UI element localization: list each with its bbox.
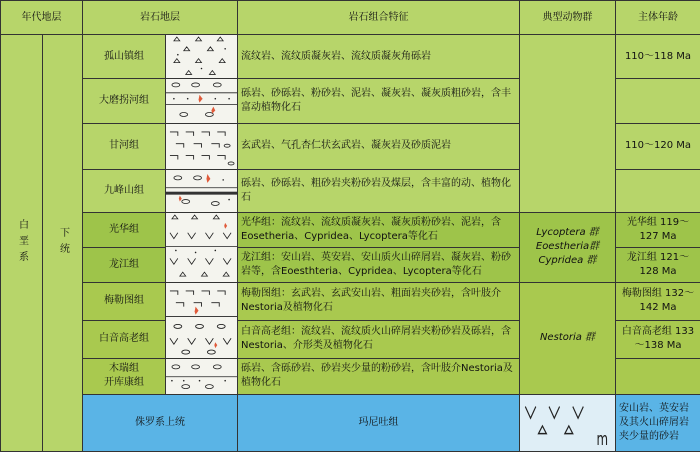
features-ganhe: 玄武岩、气孔杏仁状玄武岩、凝灰岩及砂质泥岩 (238, 123, 520, 169)
lith-pattern-rhyolite-icon (166, 283, 237, 358)
header-strata: 岩石地层 (83, 1, 238, 35)
lith-pattern-volcanic-icon (166, 35, 237, 78)
header-fauna: 典型动物群 (520, 1, 616, 35)
formation-meiletu: 梅勒图组 (83, 282, 166, 320)
fauna-upper-group (520, 212, 616, 282)
age-ganhe: 110～120 Ma (616, 123, 700, 169)
lith-pattern-volcaniclastic-icon (166, 213, 237, 282)
header-age: 主体年龄 (616, 1, 700, 35)
lith-pattern-andesite-icon (520, 395, 615, 451)
header-features: 岩石组合特征 (238, 1, 520, 35)
features-meiletu: 梅勒图组：玄武岩、玄武安山岩、粗面岩夹砂岩，含叶肢介Nestoria及植物化石 (238, 282, 520, 320)
formation-longjiang: 龙江组 (83, 247, 166, 282)
features-longjiang: 龙江组：安山岩、英安岩、安山质火山碎屑岩、凝灰岩、粉砂岩等，含Eoesthteria、Cypridea、Lycoptera等化石 (238, 247, 520, 282)
fauna-lycoptera: Lycoptera 群 (523, 226, 612, 240)
age-meiletu: 梅勒图组 132～142 Ma (616, 282, 700, 320)
lith-column-manitu (520, 395, 616, 452)
features-guanghua (238, 212, 520, 247)
features-manitu: 安山岩、英安岩及其火山碎屑岩夹少量的砂岩 (616, 395, 700, 452)
lith-column-damoguaihe (166, 79, 238, 123)
lith-column-guanghua-longjiang (166, 212, 238, 282)
lith-pattern-coal-bearing-icon (166, 170, 237, 211)
age-baiyingaolao: 白音高老组 133～138 Ma (616, 320, 700, 358)
lith-column-jiufengshan (166, 170, 238, 212)
formation-baiyingaolao: 白音高老组 (83, 320, 166, 358)
era-cretaceous: 白垩系 (1, 35, 43, 452)
formation-manitu: 玛尼吐组 (238, 395, 520, 452)
features-baiyingaolao: 白音高老组：流纹岩、流纹质火山碎屑岩夹粉砂岩及砾岩，含Nestoria、介形类及植物化石 (238, 320, 520, 358)
formation-gushanzhen: 孤山镇组 (83, 35, 166, 79)
lith-column-gushanzhen (166, 35, 238, 79)
features-murui: 砾岩、含砾砂岩、砂岩夹少量的粉砂岩，含叶肢介Nestoria及植物化石 (238, 358, 520, 395)
lith-column-meiletu-baiyingaolao (166, 282, 238, 358)
era-jurassic: 侏罗系上统 (83, 395, 238, 452)
age-empty-damoguaihe (616, 79, 700, 123)
age-empty-murui (616, 358, 700, 395)
formation-kaikukang: 开库康组 (104, 377, 144, 388)
lith-column-ganhe (166, 123, 238, 169)
lith-label-m: m (597, 429, 609, 450)
age-gushanzhen: 110～118 Ma (616, 35, 700, 79)
formation-guanghua: 光华组 (83, 212, 166, 247)
formation-jiufengshan: 九峰山组 (83, 170, 166, 212)
features-damoguaihe: 砾岩、砂砾岩、粉砂岩、泥岩、凝灰岩、凝灰质粗砂岩，含丰富动植物化石 (238, 79, 520, 123)
fauna-nestoria: Nestoria 群 (520, 282, 616, 395)
fauna-eoestheria: Eoestheria群 (523, 240, 612, 254)
formation-murui-kaikukang (83, 358, 166, 395)
formation-ganhe: 甘河组 (83, 123, 166, 169)
features-jiufengshan: 砾岩、砂砾岩、粗砂岩夹粉砂岩及煤层，含丰富的动、植物化石 (238, 170, 520, 212)
lith-column-murui (166, 358, 238, 395)
epoch-lower: 下统 (43, 35, 83, 452)
age-longjiang: 龙江组 121～128 Ma (616, 247, 700, 282)
features-gushanzhen: 流纹岩、流纹质凝灰岩、流纹质凝灰角砾岩 (238, 35, 520, 79)
lith-pattern-basalt-icon (166, 124, 237, 169)
fauna-empty-upper (520, 35, 616, 213)
age-empty-jiufengshan (616, 170, 700, 212)
features-guanghua-text: 光华组：流纹岩、流纹质凝灰岩、凝灰质粉砂岩、泥岩，含Eosetheria、Cypridea、Lycoptera等化石 (241, 217, 501, 242)
age-guanghua: 光华组 119～127 Ma (616, 212, 700, 247)
lith-pattern-clastic-icon (166, 79, 237, 122)
fauna-cypridea: Cypridea 群 (523, 254, 612, 268)
formation-damoguaihe: 大磨拐河组 (83, 79, 166, 123)
lith-pattern-conglomerate-icon (166, 359, 237, 395)
formation-murui: 木瑞组 (109, 363, 139, 374)
header-era: 年代地层 (1, 1, 83, 35)
